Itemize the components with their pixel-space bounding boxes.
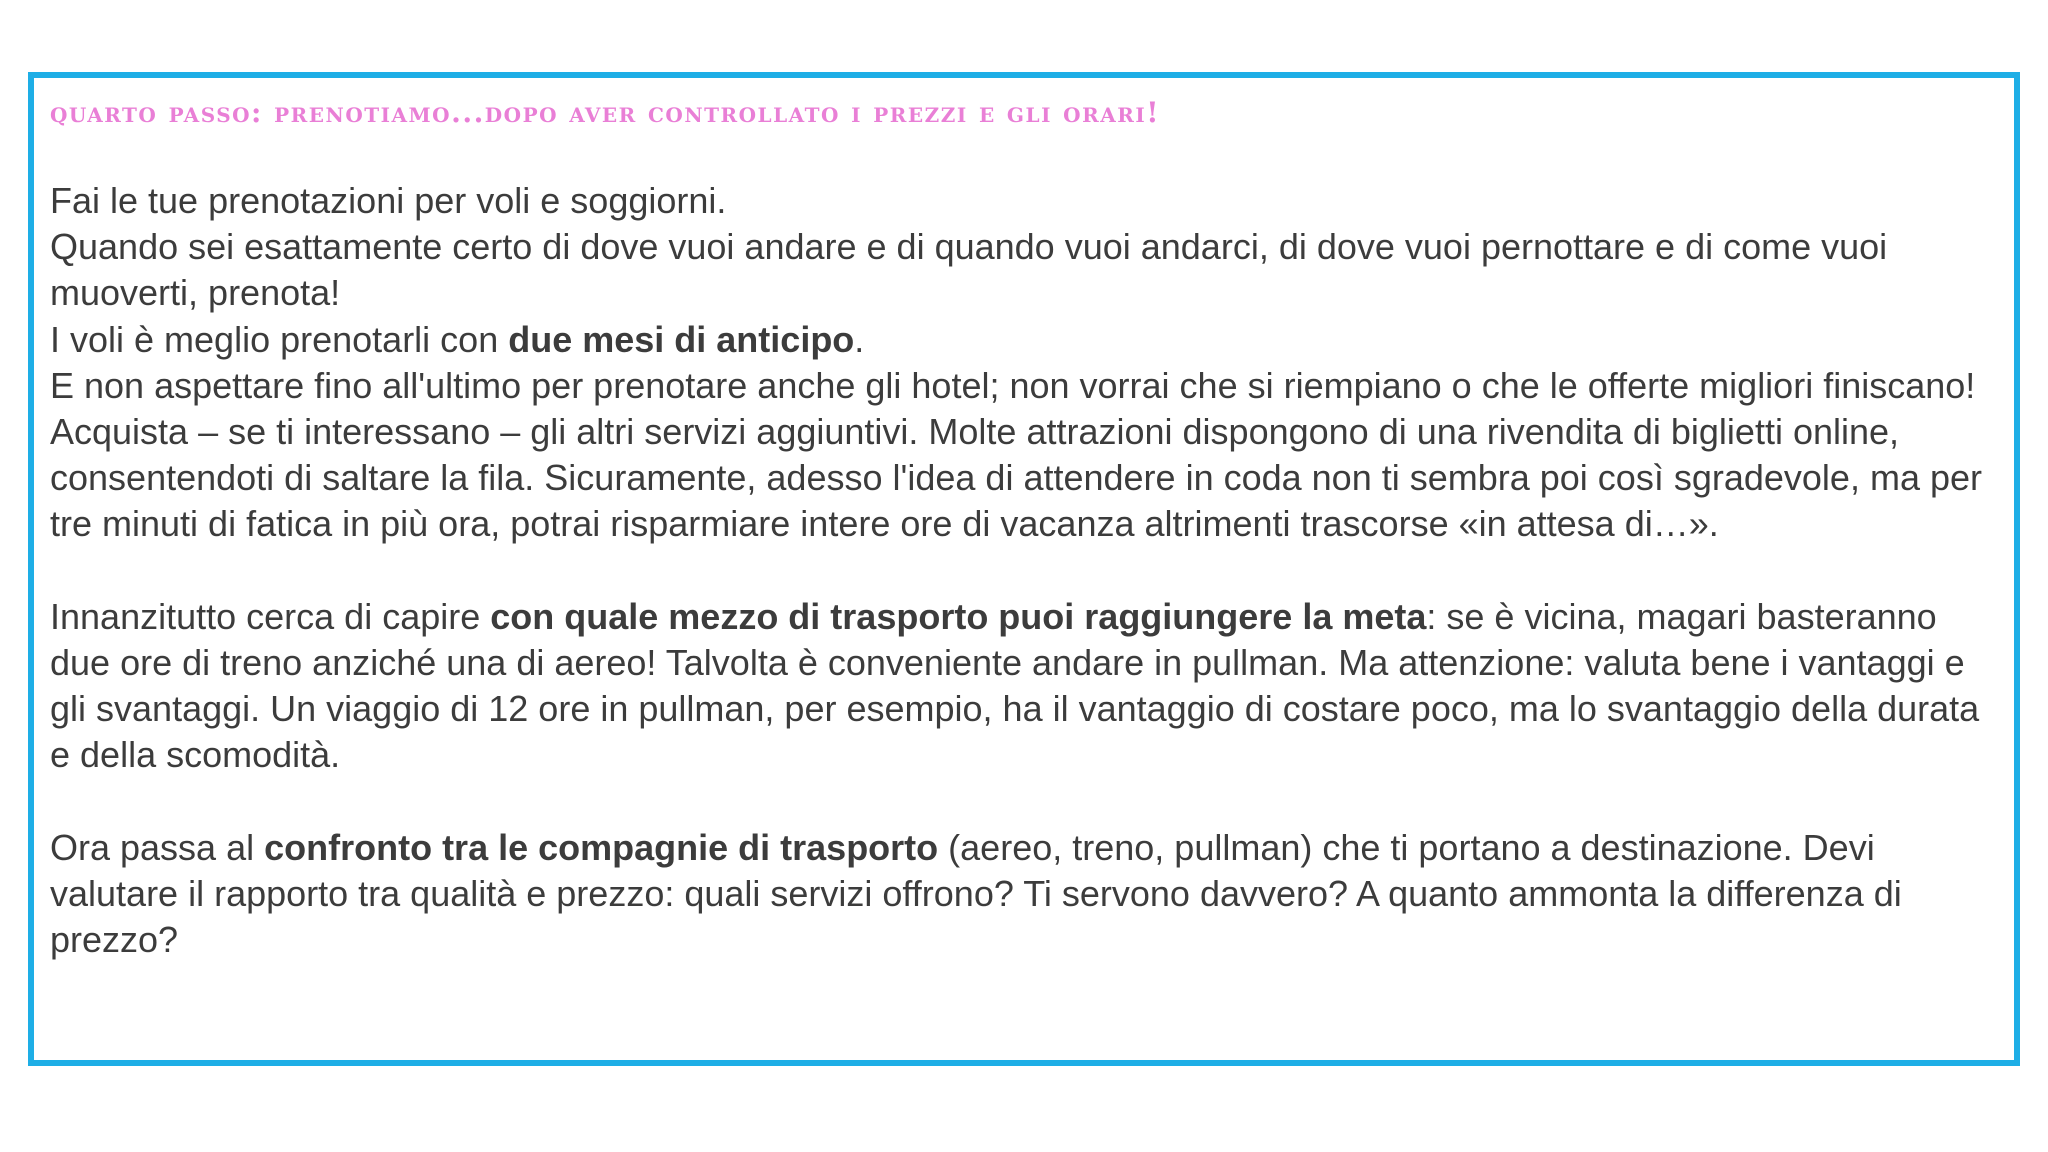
slide-frame — [28, 72, 2020, 1066]
comparison-text-pre: Ora passa al — [50, 826, 265, 868]
transport-text-pre: Innanzitutto cerca di capire — [50, 595, 491, 637]
paragraph-transport-means — [50, 594, 1998, 779]
paragraph-spacer — [50, 548, 1998, 594]
step-heading-text: quarto passo: prenotiamo...dopo aver controllato i prezzi e gli orari! — [50, 96, 1161, 129]
flights-text-bold: due mesi di anticipo — [508, 318, 855, 360]
paragraph-hotels: E non aspettare fino all'ultimo per prenotare anche gli hotel; non vorrai che si riempiano o che le offerte migliori finiscano! — [50, 364, 1976, 406]
slide-content — [50, 178, 1998, 963]
flights-text-post: . — [854, 318, 865, 360]
paragraph-bookings: Fai le tue prenotazioni per voli e soggiorni. — [50, 180, 727, 221]
transport-text-post: : se è vicina, magari basteranno due ore di treno anziché una di aereo! Talvolta è conveniente andare in pullman. Ma attenzione: valuta bene i vantaggi e gli svantaggi. Un viaggio di 12 ore in pullman, per esempio, ha il vantaggio di costare poco, ma lo svantaggio della durata e della scomodità. — [50, 595, 1980, 776]
paragraph-when-certain: Quando sei esattamente certo di dove vuoi andare e di quando vuoi andarci, di dove vuoi pernottare e di come vuoi muoverti, prenota! — [50, 226, 1888, 314]
paragraph-flights — [50, 317, 1998, 363]
flights-text-pre: I voli è meglio prenotarli con — [50, 318, 509, 360]
transport-text-bold: con quale mezzo di trasporto puoi raggiungere la meta — [490, 595, 1427, 637]
comparison-text-bold: confronto tra le compagnie di trasporto — [264, 826, 939, 868]
comparison-text-post: (aereo, treno, pullman) che ti portano a destinazione. Devi valutare il rapporto tra qualità e prezzo: quali servizi offrono? Ti servono davvero? A quanto ammonta la differenza di prezzo? — [50, 826, 1902, 961]
paragraph-spacer — [50, 779, 1998, 825]
paragraph-company-comparison — [50, 825, 1998, 964]
paragraph-extra-services: Acquista – se ti interessano – gli altri servizi aggiuntivi. Molte attrazioni dispongono di una rivendita di biglietti online, consentendoti di saltare la fila. Sicuramente, adesso l'idea di attendere in coda non ti sembra poi così sgradevole, ma per tre minuti di fatica in più ora, potrai risparmiare intere ore di vacanza altrimenti trascorse «in attesa di…». — [50, 411, 1982, 545]
step-heading — [50, 96, 1998, 130]
